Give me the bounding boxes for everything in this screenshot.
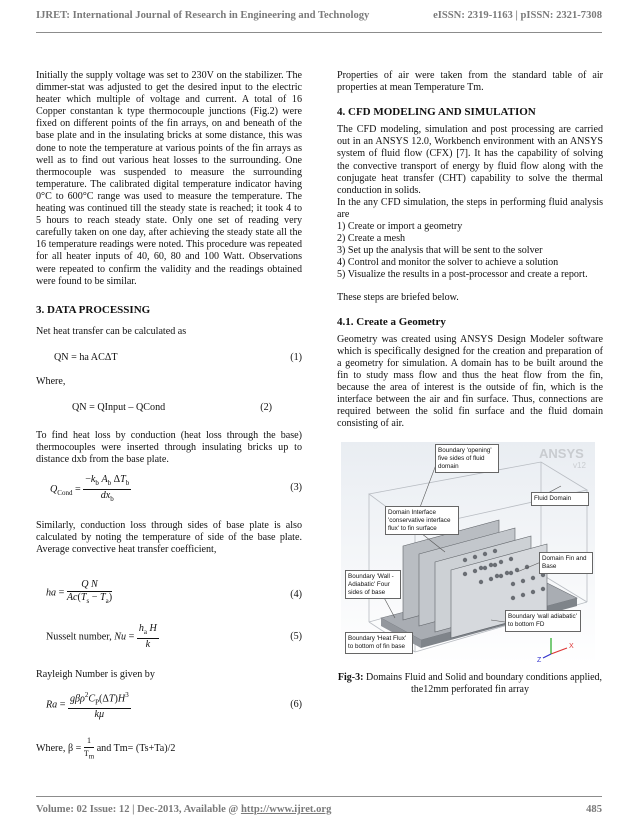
callout-domain-fin: Domain Fin and Base xyxy=(539,552,593,573)
steps-intro: In the any CFD simulation, the steps in performing fluid analysis are xyxy=(337,196,603,220)
equation-1-number: (1) xyxy=(290,351,302,363)
equation-6-fraction: $\frac{g\beta\rho^2C_P(\Delta T)H^3}{k\mu}$ xyxy=(69,690,129,721)
beta-fraction: $\frac{1}{T_m}$ xyxy=(83,735,95,761)
callout-domain-interface: Domain Interface 'conservative interface flux' to fin surface xyxy=(385,506,459,535)
equation-6-number: (6) xyxy=(290,698,302,710)
callout-fluid-domain: Fluid Domain xyxy=(531,492,589,506)
air-properties-text: Properties of air were taken from the standard table of air properties at mean Temperature Tm. xyxy=(337,70,603,94)
axis-z-label: Z xyxy=(537,657,542,665)
header-rule xyxy=(36,32,602,33)
side-loss-paragraph: Similarly, conduction loss through sides of base plate is also calculated by noting the temperature of side of the base plate. Average convective heat transfer coefficient, xyxy=(36,520,302,556)
issn: eISSN: 2319-1163 | pISSN: 2321-7308 xyxy=(433,10,602,21)
equation-2-number: (2) xyxy=(260,401,272,413)
callout-wall-adiabatic-base: Boundary 'Wall - Adiabatic' Four sides of base xyxy=(345,570,401,599)
equation-4-fraction: $\frac{\text{Q N}}{Ac(T_s - T_a)}$ xyxy=(66,578,113,605)
equation-3: $Q_{Cond}$ = $\frac{-k_b A_b \Delta T_b}{dx_b}$ (3) xyxy=(36,474,302,508)
axis-x-label: X xyxy=(569,643,574,651)
equation-4: ha = $\frac{\text{Q N}}{Ac(T_s - T_a)}$ (4) xyxy=(36,579,302,615)
figure-3 xyxy=(341,442,595,664)
step-item: 3) Set up the analysis that will be sent to the solver xyxy=(337,245,543,257)
footer-rule xyxy=(36,796,602,797)
geometry-paragraph: Geometry was created using ANSYS Design Modeler software which is specifically designed for the creation and preparation of a geometry for simulation. A domain has to be built around the fin to study mass flow and thus the heat flow from the fin, because the area of interest is the outside of fin, which is the interface between the air and fin surface. Thus, connections are required between the solid fin surface and the fluid domain consisting of air. xyxy=(337,333,603,430)
equation-2 xyxy=(36,402,302,422)
left-column xyxy=(36,70,302,762)
tm-definition: and Tm= (Ts+Ta)/2 xyxy=(96,742,176,754)
steps-brief: These steps are briefed below. xyxy=(337,291,459,303)
ansys-logo: ANSYS xyxy=(539,446,584,462)
section-heading-data-processing: 3. DATA PROCESSING xyxy=(36,303,151,316)
rayleigh-text: Rayleigh Number is given by xyxy=(36,668,155,680)
equation-1 xyxy=(36,352,302,372)
cfd-paragraph: The CFD modeling, simulation and post processing are carried out in an ANSYS 12.0, Workbench environment with an ANSYS system of fluid flow (CFX) [7]. It has the capability of solving the convective transport of energy by fluid flow along with the conjugate heat transfer (CHT) capability to solve the thermal conduction in solids. xyxy=(337,124,603,196)
footer-volume: Volume: 02 Issue: 12 | Dec-2013, Available @ xyxy=(36,804,241,815)
journal-header xyxy=(36,10,602,21)
where-text: Where, xyxy=(36,375,66,387)
conduction-paragraph: To find heat loss by conduction (heat loss through the base) thermocouples were inserted through insulating bricks up to distance dxb from the base plate. xyxy=(36,429,302,466)
equation-5: Nusselt number, Nu = $\frac{h_a H}{k}$ (5) xyxy=(46,622,302,650)
step-item: 4) Control and monitor the solver to achieve a solution xyxy=(337,257,559,269)
figure-caption xyxy=(337,672,603,696)
where-beta: Where, β = xyxy=(36,742,82,754)
ansys-version: v12 xyxy=(573,461,586,471)
page-footer xyxy=(36,804,602,815)
equation-5-fraction: $\frac{h_a H}{k}$ xyxy=(138,622,157,650)
section-heading-cfd: 4. CFD MODELING AND SIMULATION xyxy=(337,106,536,119)
beta-definition xyxy=(36,735,302,763)
subsection-heading-geometry: 4.1. Create a Geometry xyxy=(337,315,446,328)
step-item: 5) Visualize the results in a post-processor and create a report. xyxy=(337,269,588,281)
footer-link[interactable]: http://www.ijret.org xyxy=(240,804,332,815)
steps-list xyxy=(337,221,603,281)
step-item: 2) Create a mesh xyxy=(337,233,406,245)
step-item: 1) Create or import a geometry xyxy=(337,221,463,233)
equation-3-number: (3) xyxy=(290,482,302,494)
journal-title: IJRET: International Journal of Research in Engineering and Technology xyxy=(36,10,370,21)
callout-wall-adiabatic-bottom: Boundary 'wall adiabatic' to bottom FD xyxy=(505,610,581,631)
callout-heat-flux: Boundary 'Heat Flux' to bottom of fin base xyxy=(345,632,413,653)
callout-opening: Boundary 'opening' five sides of fluid domain xyxy=(435,444,499,473)
right-column xyxy=(337,70,603,696)
equation-2-text: QN = QInput – QCond xyxy=(72,401,166,413)
equation-4-number: (4) xyxy=(290,588,302,600)
equation-6: Ra = $\frac{g\beta\rho^2C_P(\Delta T)H^3}{k\mu}$ (6) xyxy=(46,690,302,721)
caption-text: Domains Fluid and Solid and boundary conditions applied, the12mm perforated fin array xyxy=(365,672,603,696)
equation-3-fraction: $\frac{-k_b A_b \Delta T_b}{dx_b}$ xyxy=(85,474,130,504)
page-number: 485 xyxy=(586,804,602,815)
nusselt-label: Nusselt number, xyxy=(46,630,112,642)
equation-1-text: QN = ha ACΔT xyxy=(54,351,118,363)
caption-label: Fig-3: xyxy=(337,672,364,684)
net-heat-text: Net heat transfer can be calculated as xyxy=(36,325,187,337)
experiment-paragraph: Initially the supply voltage was set to 230V on the stabilizer. The dimmer-stat was adjusted to get the desired input to the electric heater which multiple of voltage and current. A total of 16 Copper constantan k type thermocouple junctions (Fig.2) were fixed on different points of the fin arrays, on and beneath of the base plate and in the insulating bricks at some distance, this was done to note the temperature at various points of the fin arrays as well as to find out various heat losses to the surrounding. One thermocouple was suspended to measure the surrounding temperature. The calibrated digital temperature indicator having 0°C to 600°C range was used to measure the temperature. The heating was continued till the steady state is reached; it took 4 to 5 hours to reach steady state. Only one set of reading very carefully taken on one day, after achieving the steady state all the 16 temperature readings were noted. This procedure was repeated for all heater inputs of 40, 60, 80 and 100 Watt. Observations were repeated to confirm the validity and the readings obtained were found to be similar. xyxy=(36,70,302,287)
equation-5-number: (5) xyxy=(290,630,302,642)
